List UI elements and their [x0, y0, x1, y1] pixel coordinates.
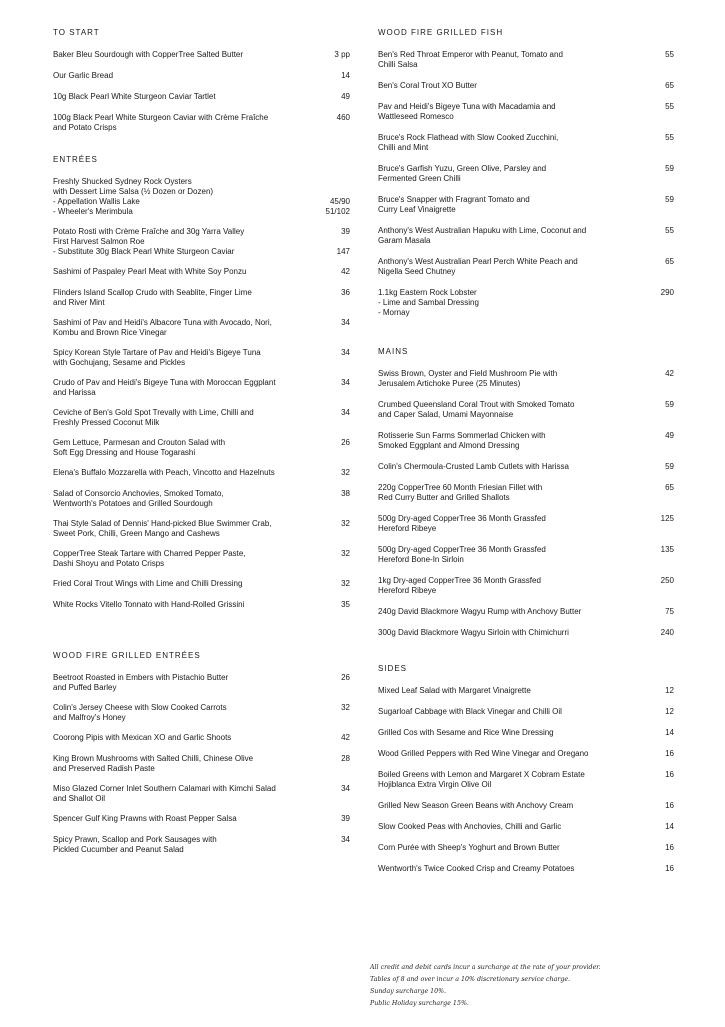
- item-price: 42: [665, 369, 674, 378]
- menu-item: [53, 177, 350, 217]
- item-name: Grilled Cos with Sesame and Rice Wine Dressing: [378, 728, 554, 737]
- item-price: 59: [665, 400, 674, 409]
- item-name: Thai Style Salad of Dennis' Hand-picked Blue Swimmer Crab, Sweet Pork, Chilli, Green Mango and Cashews: [53, 519, 272, 538]
- item-price: 16: [665, 749, 674, 758]
- section-wood-fire-grilled-entrees: [53, 651, 350, 865]
- item-name: Freshly Shucked Sydney Rock Oysters with Dessert Lime Salsa (½ Dozen or Dozen) - Appellation Wallis Lake - Wheeler's Merimbula: [53, 177, 214, 216]
- item-name: 220g CopperTree 60 Month Friesian Fillet with Red Curry Butter and Grilled Shallots: [378, 483, 543, 502]
- item-price: 59: [665, 164, 674, 173]
- menu-item: [378, 607, 674, 617]
- item-price: 65: [665, 483, 674, 492]
- item-name: Swiss Brown, Oyster and Field Mushroom Pie with Jerusalem Artichoke Puree (25 Minutes): [378, 369, 558, 388]
- menu-list: [53, 673, 350, 855]
- menu-item: [53, 784, 350, 804]
- item-name: Crudo of Pav and Heidi's Bigeye Tuna with Moroccan Eggplant and Harissa: [53, 378, 276, 397]
- item-name: Bruce's Rock Flathead with Slow Cooked Zucchini, Chilli and Mint: [378, 133, 559, 152]
- item-price: 32: [341, 703, 350, 712]
- item-price: 250: [660, 576, 674, 585]
- item-name: 500g Dry-aged CopperTree 36 Month Grassfed Hereford Bone-In Sirloin: [378, 545, 546, 564]
- item-price: 32: [341, 468, 350, 477]
- menu-item: [53, 267, 350, 277]
- menu-item: [378, 576, 674, 596]
- item-name: 100g Black Pearl White Sturgeon Caviar with Crème Fraîche and Potato Crisps: [53, 113, 269, 132]
- item-price: 55: [665, 133, 674, 142]
- section-sides: [378, 664, 674, 884]
- item-name: Coorong Pipis with Mexican XO and Garlic Shoots: [53, 733, 232, 742]
- item-name: Fried Coral Trout Wings with Lime and Chilli Dressing: [53, 579, 243, 588]
- item-price: 12: [665, 707, 674, 716]
- menu-item: [378, 707, 674, 717]
- item-name: Mixed Leaf Salad with Margaret Vinaigrette: [378, 686, 531, 695]
- item-price: 39: [341, 814, 350, 823]
- menu-item: [378, 226, 674, 246]
- menu-item: [378, 431, 674, 451]
- item-name: Colin's Chermoula-Crusted Lamb Cutlets with Harissa: [378, 462, 569, 471]
- menu-item: [53, 814, 350, 824]
- menu-item: [378, 462, 674, 472]
- item-name: Our Garlic Bread: [53, 71, 114, 80]
- item-price: 42: [341, 733, 350, 742]
- section-heading: WOOD FIRE GRILLED ENTRÉES: [53, 651, 201, 660]
- menu-item: [53, 579, 350, 589]
- item-price: 28: [341, 754, 350, 763]
- item-name: Bruce's Snapper with Fragrant Tomato and Curry Leaf Vinaigrette: [378, 195, 530, 214]
- item-price: 16: [665, 843, 674, 852]
- item-name: Anthony's West Australian Pearl Perch White Peach and Nigella Seed Chutney: [378, 257, 578, 276]
- item-price: 14: [665, 822, 674, 831]
- item-price: 14: [341, 71, 350, 80]
- item-name: 1kg Dry-aged CopperTree 36 Month Grassfed Hereford Ribeye: [378, 576, 541, 595]
- item-price: 460: [336, 113, 350, 122]
- item-name: Slow Cooked Peas with Anchovies, Chilli and Garlic: [378, 822, 562, 831]
- item-name: Miso Glazed Corner Inlet Southern Calamari with Kimchi Salad and Shallot Oil: [53, 784, 276, 803]
- item-price: 34: [341, 378, 350, 387]
- item-name: Baker Bleu Sourdough with CopperTree Salted Butter: [53, 50, 244, 59]
- item-price: 55: [665, 50, 674, 59]
- menu-item: [53, 113, 350, 133]
- item-name: White Rocks Vitello Tonnato with Hand-Rolled Grissini: [53, 600, 245, 609]
- item-name: Sugarloaf Cabbage with Black Vinegar and Chilli Oil: [378, 707, 562, 716]
- item-name: Boiled Greens with Lemon and Margaret X Cobram Estate Hojiblanca Extra Virgin Olive Oil: [378, 770, 585, 789]
- item-name: Ben's Red Throat Emperor with Peanut, Tomato and Chilli Salsa: [378, 50, 563, 69]
- item-price: 35: [341, 600, 350, 609]
- menu-item: [53, 50, 350, 60]
- menu-item: [378, 164, 674, 184]
- menu-item: [378, 288, 674, 318]
- menu-item: [378, 628, 674, 638]
- item-price: 290: [660, 288, 674, 297]
- menu-item: [53, 549, 350, 569]
- item-price: 34: [341, 408, 350, 417]
- item-name: Potato Rosti with Crème Fraîche and 30g Yarra Valley First Harvest Salmon Roe - Substitute 30g Black Pearl White Sturgeon Caviar: [53, 227, 245, 256]
- item-price: 26: [341, 438, 350, 447]
- item-name: Sashimi of Paspaley Pearl Meat with White Soy Ponzu: [53, 267, 247, 276]
- item-price: 135: [660, 545, 674, 554]
- item-price: 16: [665, 801, 674, 810]
- menu-item: [378, 728, 674, 738]
- menu-item: [378, 686, 674, 696]
- item-price: 32: [341, 579, 350, 588]
- section-to-start: [53, 28, 350, 143]
- item-price: 12: [665, 686, 674, 695]
- footer-note: All credit and debit cards incur a surcharge at the rate of your provider.: [370, 964, 601, 971]
- item-name: 240g David Blackmore Wagyu Rump with Anchovy Butter: [378, 607, 582, 616]
- menu-item: [53, 733, 350, 743]
- section-heading: ENTRÉES: [53, 155, 98, 164]
- menu-item: [378, 822, 674, 832]
- menu-item: [378, 843, 674, 853]
- item-price: 49: [341, 92, 350, 101]
- menu-item: [378, 864, 674, 874]
- item-price: 59: [665, 195, 674, 204]
- menu-item: [53, 673, 350, 693]
- item-name: Elena's Buffalo Mozzarella with Peach, Vincotto and Hazelnuts: [53, 468, 275, 477]
- item-name: Grilled New Season Green Beans with Anchovy Cream: [378, 801, 574, 810]
- menu-item: [378, 770, 674, 790]
- menu-item: [53, 318, 350, 338]
- item-price: 39 147: [336, 227, 350, 256]
- item-price: 49: [665, 431, 674, 440]
- menu-item: [53, 71, 350, 81]
- menu-item: [378, 400, 674, 420]
- menu-item: [53, 600, 350, 610]
- menu-item: [53, 703, 350, 723]
- item-name: Ben's Coral Trout XO Butter: [378, 81, 477, 90]
- footer-note: Tables of 8 and over incur a 10% discretionary service charge.: [370, 976, 571, 983]
- item-name: Flinders Island Scallop Crudo with Seablite, Finger Lime and River Mint: [53, 288, 252, 307]
- menu-item: [53, 468, 350, 478]
- menu-item: [53, 288, 350, 308]
- item-name: Corn Purée with Sheep's Yoghurt and Brown Butter: [378, 843, 560, 852]
- item-name: Spicy Prawn, Scallop and Pork Sausages with Pickled Cucumber and Peanut Salad: [53, 835, 217, 854]
- menu-list: [53, 50, 350, 133]
- section-heading: TO START: [53, 28, 100, 37]
- menu-item: [53, 348, 350, 368]
- menu-item: [53, 92, 350, 102]
- item-name: 300g David Blackmore Wagyu Sirloin with Chimichurri: [378, 628, 569, 637]
- menu-item: [378, 545, 674, 565]
- item-price: 32: [341, 549, 350, 558]
- item-price: 45/90 51/102: [325, 197, 350, 216]
- item-price: 65: [665, 81, 674, 90]
- section-heading: SIDES: [378, 664, 408, 673]
- item-price: 55: [665, 102, 674, 111]
- item-name: Pav and Heidi's Bigeye Tuna with Macadamia and Wattleseed Romesco: [378, 102, 556, 121]
- item-price: 34: [341, 835, 350, 844]
- menu-item: [378, 801, 674, 811]
- menu-item: [53, 227, 350, 257]
- footer-note: Public Holiday surcharge 15%.: [370, 1000, 469, 1007]
- item-name: Wood Grilled Peppers with Red Wine Vinegar and Oregano: [378, 749, 589, 758]
- item-name: Wentworth's Twice Cooked Crisp and Creamy Potatoes: [378, 864, 575, 873]
- item-price: 125: [660, 514, 674, 523]
- section-heading: MAINS: [378, 347, 409, 356]
- menu-item: [378, 195, 674, 215]
- item-price: 65: [665, 257, 674, 266]
- item-name: Spencer Gulf King Prawns with Roast Pepper Salsa: [53, 814, 237, 823]
- menu-list: [378, 369, 674, 638]
- menu-item: [53, 754, 350, 774]
- item-name: Salad of Consorcio Anchovies, Smoked Tomato, Wentworth's Potatoes and Grilled Sourdough: [53, 489, 224, 508]
- menu-list: [378, 686, 674, 874]
- item-price: 26: [341, 673, 350, 682]
- item-price: 16: [665, 864, 674, 873]
- item-name: 500g Dry-aged CopperTree 36 Month Grassfed Hereford Ribeye: [378, 514, 546, 533]
- menu-item: [378, 257, 674, 277]
- item-price: 34: [341, 784, 350, 793]
- item-name: Bruce's Garfish Yuzu, Green Olive, Parsley and Fermented Green Chilli: [378, 164, 547, 183]
- menu-item: [53, 408, 350, 428]
- menu-list: [53, 177, 350, 610]
- menu-item: [53, 378, 350, 398]
- menu-item: [53, 438, 350, 458]
- section-wood-fire-grilled-fish: [378, 28, 674, 328]
- item-price: 16: [665, 770, 674, 779]
- item-name: Colin's Jersey Cheese with Slow Cooked Carrots and Malfroy's Honey: [53, 703, 227, 722]
- menu-list: [378, 50, 674, 318]
- item-name: Sashimi of Pav and Heidi's Albacore Tuna with Avocado, Nori, Kombu and Brown Rice Vinegar: [53, 318, 272, 337]
- item-price: 36: [341, 288, 350, 297]
- menu-item: [378, 50, 674, 70]
- item-price: 34: [341, 348, 350, 357]
- item-name: 1.1kg Eastern Rock Lobster - Lime and Sambal Dressing - Mornay: [378, 288, 479, 317]
- item-price: 32: [341, 519, 350, 528]
- item-price: 3 pp: [334, 50, 350, 59]
- footer-note: Sunday surcharge 10%.: [370, 988, 447, 995]
- menu-item: [378, 749, 674, 759]
- section-mains: [378, 347, 674, 648]
- item-name: CopperTree Steak Tartare with Charred Pepper Paste, Dashi Shoyu and Potato Crisps: [53, 549, 246, 568]
- item-name: Rotisserie Sun Farms Sommerlad Chicken with Smoked Eggplant and Almond Dressing: [378, 431, 546, 450]
- item-name: Crumbed Queensland Coral Trout with Smoked Tomato and Caper Salad, Umami Mayonnaise: [378, 400, 575, 419]
- item-price: 240: [660, 628, 674, 637]
- menu-item: [378, 483, 674, 503]
- item-price: 59: [665, 462, 674, 471]
- item-name: Spicy Korean Style Tartare of Pav and Heidi's Bigeye Tuna with Gochujang, Sesame and Pickles: [53, 348, 261, 367]
- item-price: 55: [665, 226, 674, 235]
- item-price: 42: [341, 267, 350, 276]
- menu-item: [378, 369, 674, 389]
- menu-item: [378, 514, 674, 534]
- item-price: 14: [665, 728, 674, 737]
- menu-item: [53, 519, 350, 539]
- item-name: Gem Lettuce, Parmesan and Crouton Salad with Soft Egg Dressing and House Togarashi: [53, 438, 226, 457]
- menu-item: [378, 81, 674, 91]
- item-name: Ceviche of Ben's Gold Spot Trevally with Lime, Chilli and Freshly Pressed Coconut Milk: [53, 408, 254, 427]
- surcharge-notes: [370, 962, 670, 1010]
- menu-item: [53, 489, 350, 509]
- item-name: 10g Black Pearl White Sturgeon Caviar Tartlet: [53, 92, 216, 101]
- item-price: 34: [341, 318, 350, 327]
- item-price: 38: [341, 489, 350, 498]
- item-price: 75: [665, 607, 674, 616]
- section-heading: WOOD FIRE GRILLED FISH: [378, 28, 504, 37]
- menu-item: [378, 133, 674, 153]
- section-entrees: [53, 155, 350, 620]
- item-name: Anthony's West Australian Hapuku with Lime, Coconut and Garam Masala: [378, 226, 587, 245]
- item-name: King Brown Mushrooms with Salted Chilli, Chinese Olive and Preserved Radish Paste: [53, 754, 254, 773]
- menu-item: [53, 835, 350, 855]
- item-name: Beetroot Roasted in Embers with Pistachio Butter and Puffed Barley: [53, 673, 229, 692]
- menu-item: [378, 102, 674, 122]
